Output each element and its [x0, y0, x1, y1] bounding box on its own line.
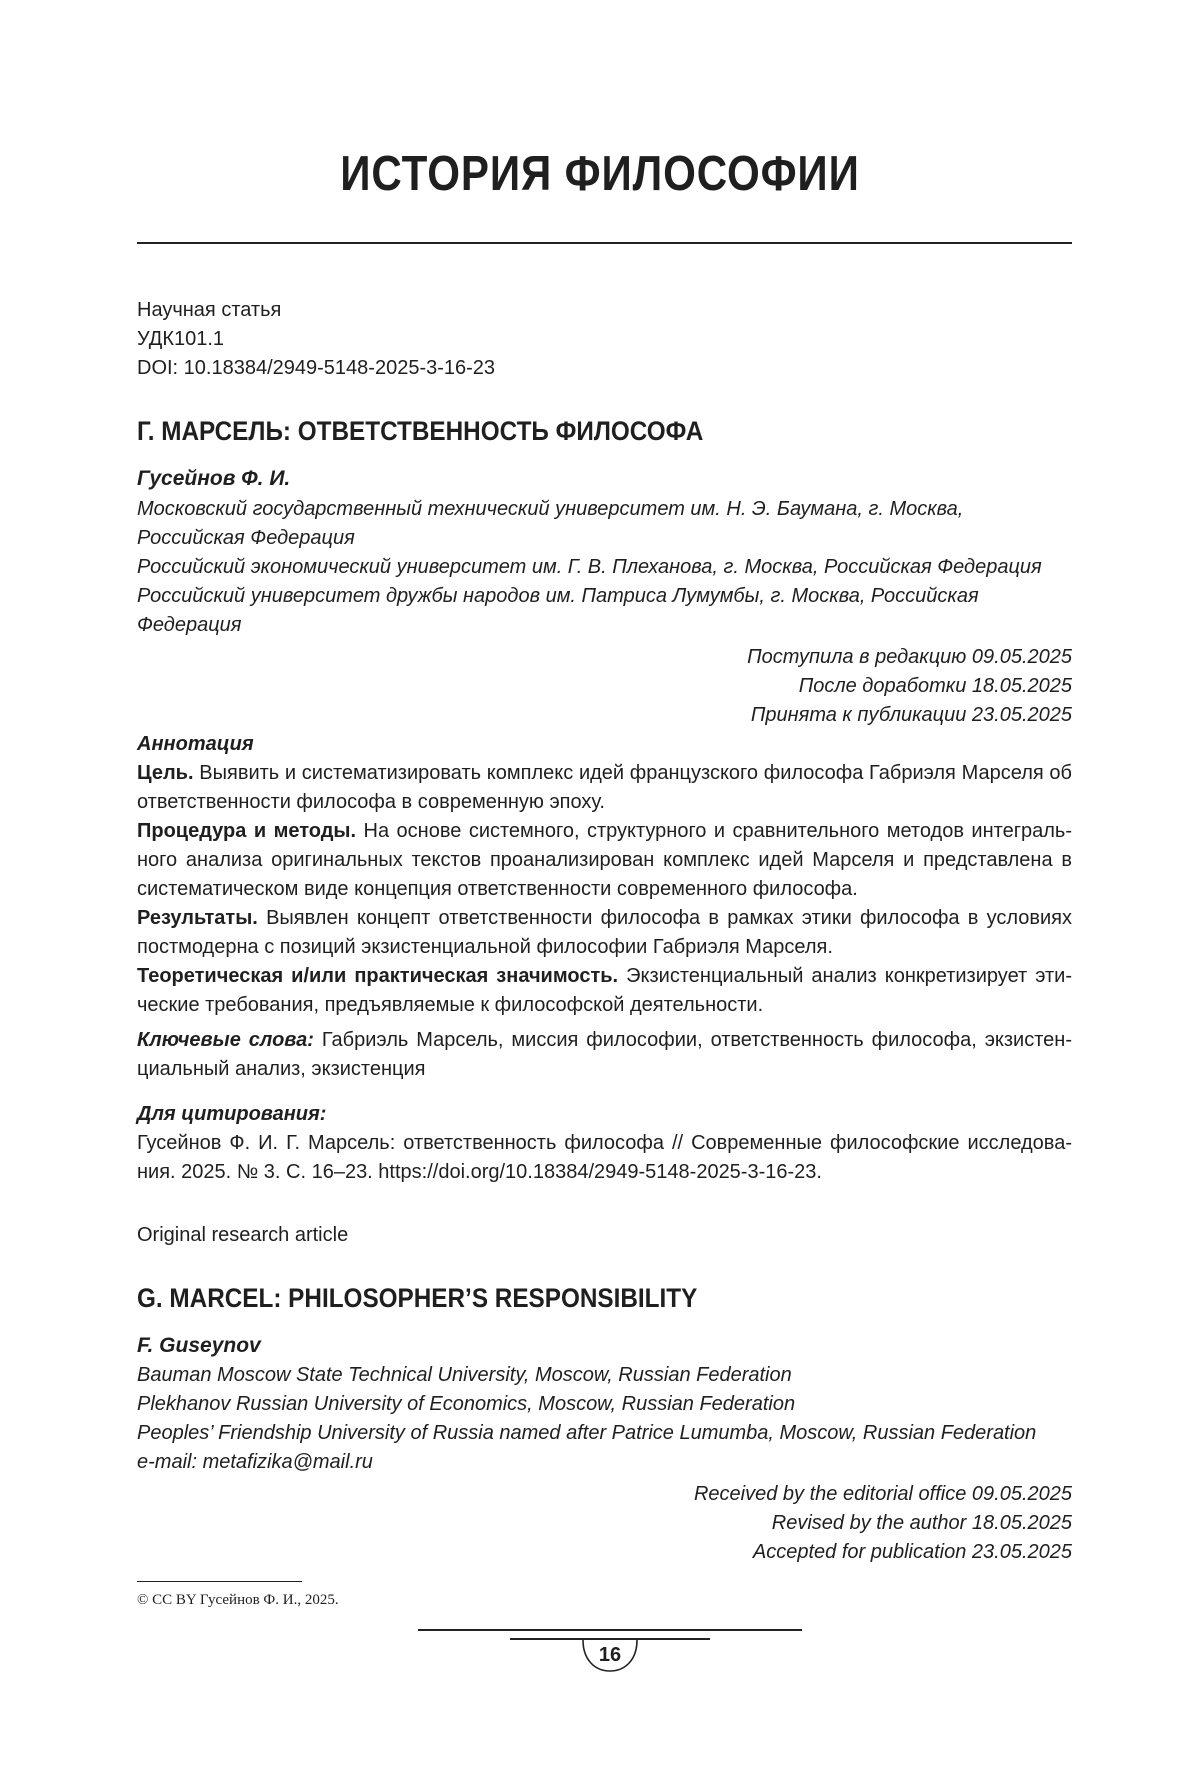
accepted-date-en: Accepted for publication 23.05.2025 — [752, 1541, 1072, 1563]
results-label: Результаты. — [137, 907, 258, 929]
goal-label: Цель. — [137, 762, 194, 784]
affiliation-bmstu: Московский государственный технический университет им. Н. Э. Баумана, г. Москва, Российская Федерация — [137, 498, 964, 549]
udc-code: УДК101.1 — [137, 328, 225, 350]
title-divider — [137, 242, 1072, 244]
received-date: Поступила в редакцию 09.05.2025 — [747, 646, 1072, 668]
annotation-results — [137, 904, 1072, 962]
affiliation-plekhanov-en: Plekhanov Russian University of Economics, Moscow, Russian Federation — [137, 1393, 796, 1415]
russian-article-title: Г. МАРСЕЛЬ: ОТВЕТСТВЕННОСТЬ ФИЛОСОФА — [137, 416, 704, 446]
citation-label: Для цитирования: — [137, 1103, 327, 1125]
citation — [137, 1100, 1072, 1187]
footer-rule-top — [418, 1629, 802, 1631]
english-dates — [690, 1480, 1072, 1567]
russian-dates — [690, 643, 1072, 730]
footnote-divider — [137, 1581, 302, 1582]
russian-meta — [137, 296, 1067, 383]
keywords — [137, 1026, 1072, 1084]
annotation — [137, 730, 1072, 1020]
section-title: ИСТОРИЯ ФИЛОСОФИИ — [340, 147, 860, 201]
revised-date-en: Revised by the author 18.05.2025 — [771, 1512, 1072, 1534]
affiliation-bmstu-en: Bauman Moscow State Technical University, Moscow, Russian Federation — [137, 1364, 792, 1386]
keywords-label: Ключевые слова: — [137, 1029, 314, 1051]
received-date-en: Received by the editorial office 09.05.2025 — [693, 1483, 1072, 1505]
citation-text: Гусейнов Ф. И. Г. Марсель: ответственность философа // Современные философские исследования. 2025. № 3. С. 16–23. https://doi.org/10.18384/2949-5148-2025-3-16-23. — [137, 1132, 1072, 1183]
english-author: F. Guseynov — [137, 1334, 261, 1357]
significance-text: Экзистенциальный анализ конкретизирует этические требования, предъявляемые к философской деятельности. — [137, 965, 1072, 1016]
russian-affiliations — [137, 495, 1072, 640]
results-text: Выявлен концепт ответственности философа в рамках этики философа в условиях постмодерна с позиций экзистенциальной философии Габриэля Марселя. — [137, 907, 1072, 958]
doi-text: DOI: 10.18384/2949-5148-2025-3-16-23 — [137, 357, 496, 379]
english-article-type: Original research article — [137, 1224, 349, 1246]
english-affiliations — [137, 1361, 1072, 1477]
annotation-title: Аннотация — [137, 733, 254, 755]
russian-author: Гусейнов Ф. И. — [137, 467, 291, 490]
annotation-significance — [137, 962, 1072, 1020]
english-article-title: G. MARCEL: PHILOSOPHER’S RESPONSIBILITY — [137, 1283, 698, 1313]
methods-text: На основе системного, структурного и сравнительного методов интегрального анализа оригинальных текстов проанализирован комплекс идей Марселя и представлена в систематическом виде концепция ответственности современного философа. — [137, 820, 1072, 900]
annotation-goal — [137, 759, 1072, 817]
accepted-date: Принята к публикации 23.05.2025 — [750, 704, 1072, 726]
page-number: 16 — [598, 1644, 622, 1666]
revised-date: После доработки 18.05.2025 — [798, 675, 1072, 697]
email-text: e-mail: metafizika@mail.ru — [137, 1451, 373, 1473]
copyright-footnote: © CC BY Гусейнов Ф. И., 2025. — [137, 1592, 339, 1608]
article-type: Научная статья — [137, 299, 282, 321]
page-number-badge — [577, 1640, 643, 1674]
keywords-text: Габриэль Марсель, миссия философии, ответственность философа, экзистенциальный анализ, экзистенция — [137, 1029, 1072, 1080]
affiliation-rudn-en: Peoples’ Friendship University of Russia named after Patrice Lumumba, Moscow, Russian Federation — [137, 1422, 1037, 1444]
affiliation-plekhanov: Российский экономический университет им. Г. В. Плеханова, г. Москва, Российская Федерация — [137, 556, 1042, 578]
annotation-methods — [137, 817, 1072, 904]
goal-text: Выявить и систематизировать комплекс идей французского философа Габриэля Марселя об ответственности философа в современную эпоху. — [137, 762, 1072, 813]
significance-label: Теоретическая и/или практическая значимость. — [137, 965, 619, 987]
methods-label: Процедура и методы. — [137, 820, 357, 842]
affiliation-rudn: Российский университет дружбы народов им. Патриса Лумумбы, г. Москва, Российская Федерация — [137, 585, 979, 636]
